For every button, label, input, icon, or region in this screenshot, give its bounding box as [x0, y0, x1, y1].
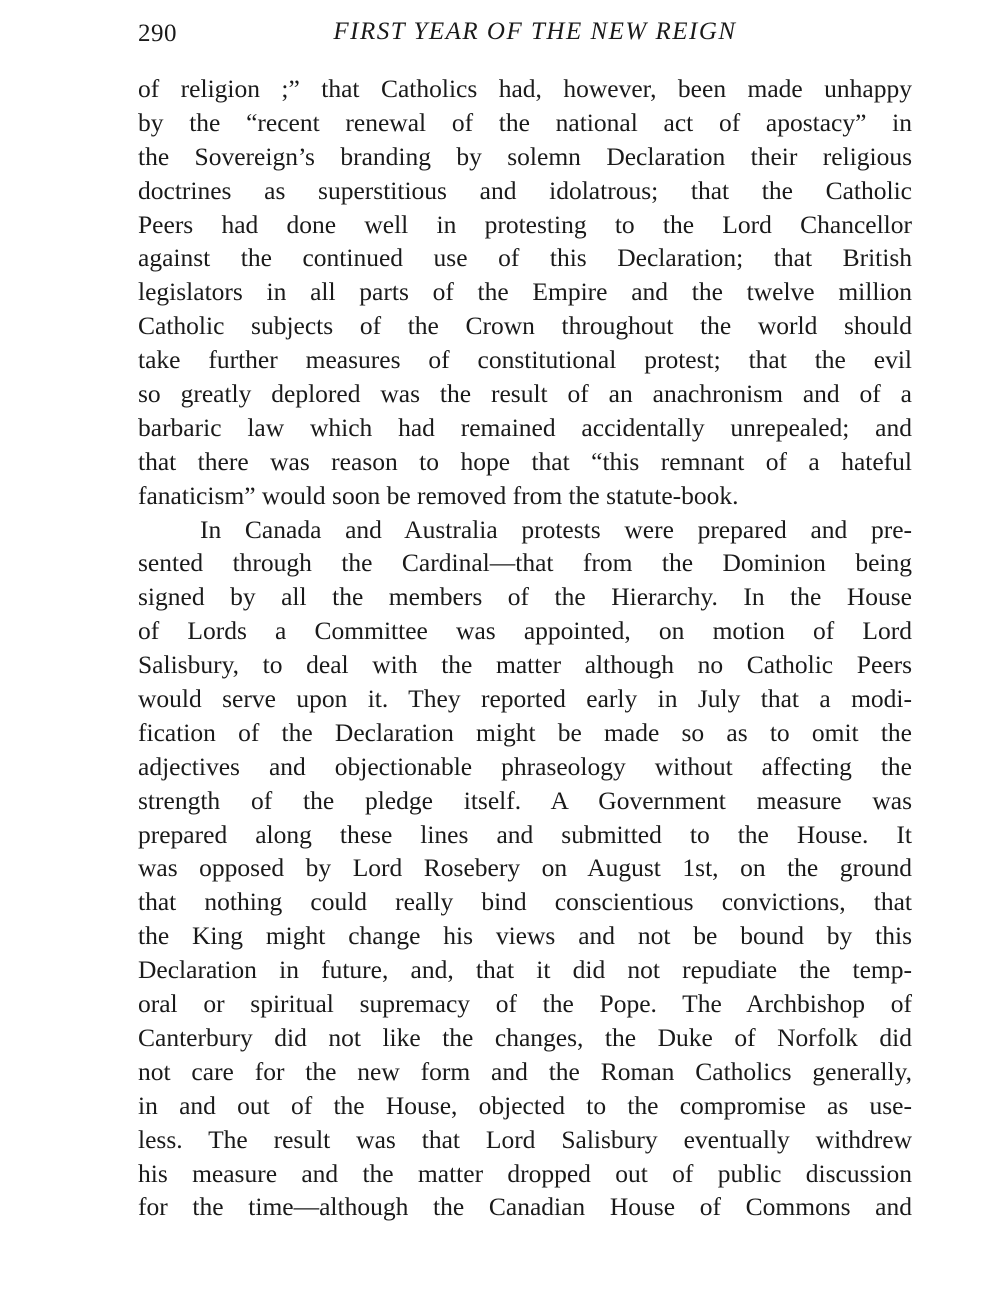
paragraph-1: [138, 72, 912, 513]
text-line: Peers had done well in protesting to the Lord Chancellor: [138, 209, 912, 239]
text-line: was opposed by Lord Rosebery on August 1st, on the ground: [138, 853, 912, 883]
body-text: [138, 72, 912, 1224]
text-line: Catholic subjects of the Crown throughout the world should: [138, 311, 912, 341]
text-line: oral or spiritual supremacy of the Pope. The Archbishop of: [138, 989, 912, 1019]
text-line: in and out of the House, objected to the compromise as use-: [138, 1090, 912, 1120]
text-line: signed by all the members of the Hierarchy. In the House: [138, 582, 912, 612]
text-line: strength of the pledge itself. A Government measure was: [138, 785, 912, 815]
text-line: In Canada and Australia protests were prepared and pre-: [200, 514, 912, 544]
text-line: Canterbury did not like the changes, the Duke of Norfolk did: [138, 1022, 912, 1052]
text-line: of Lords a Committee was appointed, on motion of Lord: [138, 616, 912, 646]
text-line: barbaric law which had remained accidentally unrepealed; and: [138, 412, 912, 442]
text-line: doctrines as superstitious and idolatrous; that the Catholic: [138, 175, 912, 205]
text-line: so greatly deplored was the result of an anachronism and of a: [138, 379, 912, 409]
text-line: prepared along these lines and submitted to the House. It: [138, 819, 912, 849]
text-line: adjectives and objectionable phraseology without affecting the: [138, 751, 912, 781]
text-line: fication of the Declaration might be made so as to omit the: [138, 717, 912, 747]
text-line: not care for the new form and the Roman Catholics generally,: [138, 1056, 912, 1086]
text-line: legislators in all parts of the Empire and the twelve million: [138, 277, 912, 307]
text-line: Salisbury, to deal with the matter although no Catholic Peers: [138, 650, 912, 680]
text-line: less. The result was that Lord Salisbury eventually withdrew: [138, 1124, 912, 1154]
text-line: his measure and the matter dropped out of public discussion: [138, 1158, 912, 1188]
text-line: by the “recent renewal of the national act of apostacy” in: [138, 107, 912, 137]
text-line: the King might change his views and not be bound by this: [138, 921, 912, 951]
text-line: the Sovereign’s branding by solemn Declaration their religious: [138, 141, 912, 171]
text-line: sented through the Cardinal—that from the Dominion being: [138, 548, 912, 578]
text-line: that there was reason to hope that “this remnant of a hateful: [138, 446, 912, 476]
page-number: 290: [138, 20, 177, 47]
page-header: [138, 18, 912, 54]
paragraph-2: [138, 513, 912, 1225]
text-line: take further measures of constitutional protest; that the evil: [138, 345, 912, 375]
text-line: of religion ;” that Catholics had, however, been made unhappy: [138, 74, 912, 103]
text-line: would serve upon it. They reported early in July that a modi-: [138, 684, 912, 714]
text-line: that nothing could really bind conscientious convictions, that: [138, 887, 912, 917]
text-line: Declaration in future, and, that it did not repudiate the temp-: [138, 955, 912, 985]
text-line: for the time—although the Canadian House of Commons and: [138, 1192, 912, 1222]
text-line: fanaticism” would soon be removed from the statute-book.: [138, 480, 739, 510]
running-title: FIRST YEAR OF THE NEW REIGN: [333, 18, 737, 45]
text-line: against the continued use of this Declaration; that British: [138, 243, 912, 273]
